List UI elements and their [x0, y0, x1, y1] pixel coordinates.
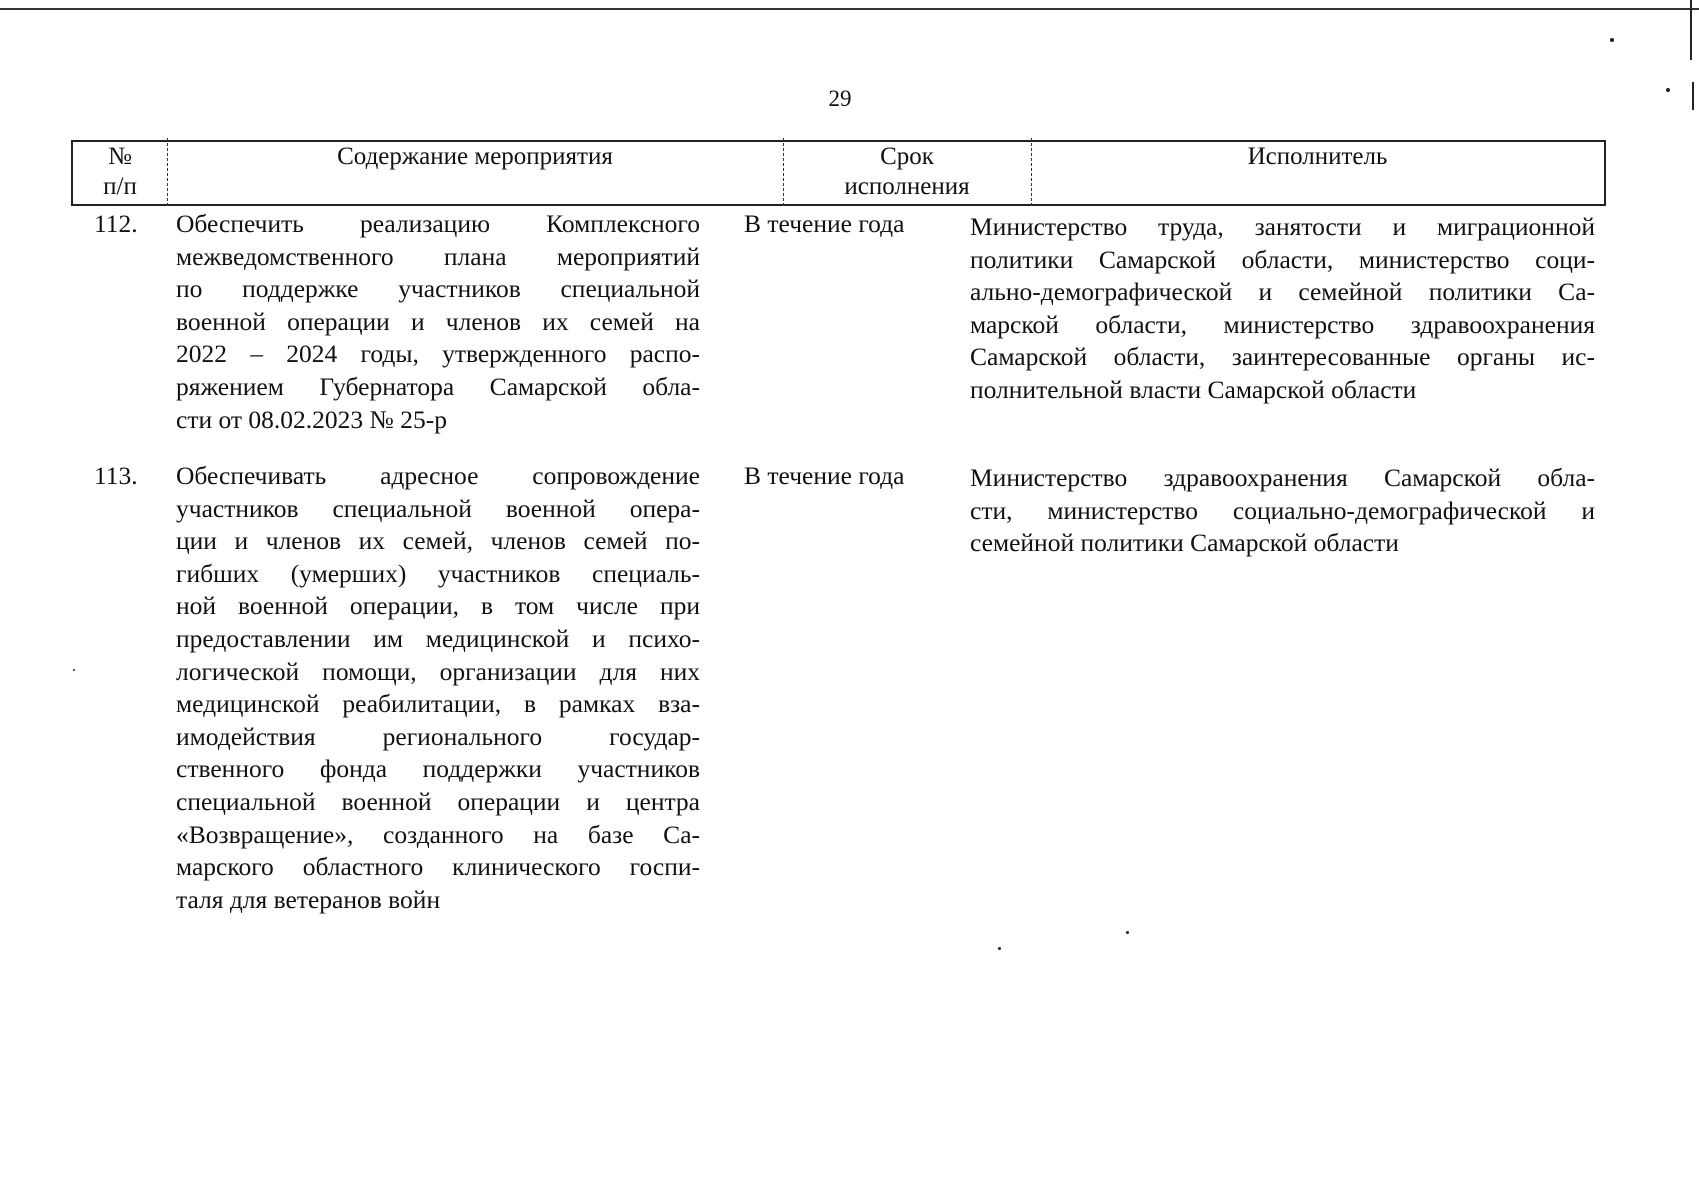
scan-speck: [73, 669, 75, 671]
scan-speck: [1126, 931, 1129, 934]
content-line: предоставлении им медицинской и психо-: [176, 623, 700, 653]
content-line: ции и членов их семей, членов семей по-: [176, 526, 700, 556]
executor-line: марской области, министерство здравоохранения: [970, 309, 1595, 339]
header-content: Содержание мероприятия: [337, 143, 613, 170]
content-line: участников специальной военной опера-: [176, 493, 700, 523]
row-term: В течение года: [744, 461, 905, 490]
row-executor: [970, 211, 1595, 407]
page-number: 29: [828, 86, 852, 111]
content-line: ряжением Губернатора Самарской обла-: [176, 371, 700, 401]
row-executor: [970, 462, 1595, 560]
content-line: логической помощи, организации для них: [176, 656, 700, 686]
executor-line: полнительной власти Самарской области: [970, 374, 1417, 404]
executor-line: Министерство труда, занятости и миграционной: [970, 212, 1595, 241]
row-number: 112.: [94, 209, 138, 238]
row-term: В течение года: [744, 209, 905, 238]
content-line: по поддержке участников специальной: [176, 274, 700, 304]
content-line: имодействия регионального государ-: [176, 721, 700, 751]
header-num-line1: №: [108, 143, 132, 170]
executor-line: семейной политики Самарской области: [970, 528, 1399, 558]
scan-top-edge: [0, 8, 1699, 10]
content-line: медицинской реабилитации, в рамках вза-: [176, 689, 700, 719]
header-executor: Исполнитель: [1247, 143, 1388, 170]
content-line: сти от 08.02.2023 № 25-р: [176, 404, 447, 434]
content-line: ственного фонда поддержки участников: [176, 754, 700, 784]
header-term-line2: исполнения: [844, 173, 970, 200]
row-content: [176, 208, 700, 436]
row-number: 113.: [94, 461, 138, 490]
content-line: межведомственного плана мероприятий: [176, 241, 700, 271]
header-num-line2: п/п: [103, 173, 137, 200]
row-content: [176, 460, 700, 916]
scan-speck: [1610, 38, 1614, 42]
content-line: марского областного клинического госпи-: [176, 852, 700, 882]
scan-right-edge-lower: [1692, 82, 1694, 110]
header-num: [73, 142, 167, 204]
scan-right-edge: [1690, 0, 1692, 60]
table-header: [71, 140, 1606, 206]
content-line: военной операции и членов их семей на: [176, 306, 700, 336]
executor-line: ально-демографической и семейной политики Са-: [970, 277, 1595, 307]
executor-line: политики Самарской области, министерство соци-: [970, 244, 1595, 274]
content-line: таля для ветеранов войн: [176, 884, 441, 914]
content-line: гибших (умерших) участников специаль-: [176, 558, 700, 588]
content-line: Обеспечить реализацию Комплексного: [176, 209, 700, 238]
executor-line: сти, министерство социально-демографической и: [970, 495, 1595, 525]
content-line: «Возвращение», созданного на базе Са-: [176, 819, 700, 849]
content-line: 2022 – 2024 годы, утвержденного распо-: [176, 339, 700, 369]
content-line: специальной военной операции и центра: [176, 786, 700, 816]
header-term: [783, 142, 1031, 204]
scan-speck: [998, 947, 1001, 950]
executor-line: Самарской области, заинтересованные органы ис-: [970, 342, 1595, 372]
content-line: Обеспечивать адресное сопровождение: [176, 461, 700, 490]
executor-line: Министерство здравоохранения Самарской обла-: [970, 463, 1595, 492]
content-line: ной военной операции, в том числе при: [176, 591, 700, 621]
header-term-line1: Срок: [880, 143, 934, 170]
